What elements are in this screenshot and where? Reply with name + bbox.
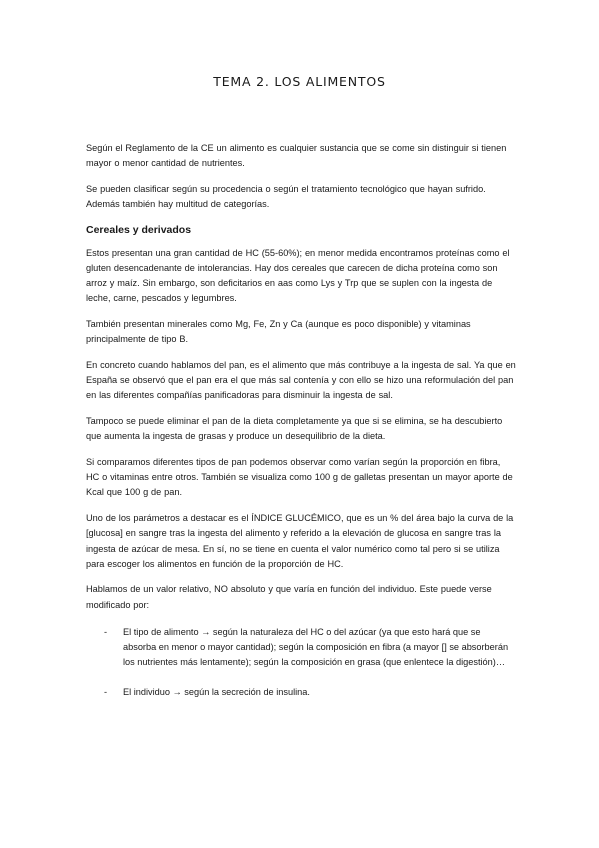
list-item-text: El individuo → según la secreción de insulina. [123, 687, 310, 698]
section-paragraph: Tampoco se puede eliminar el pan de la dieta completamente ya que si se elimina, se ha descubierto que aumenta la ingesta de grasas y produce un desequilibrio de la dieta. [86, 416, 503, 442]
section-paragraph: Si comparamos diferentes tipos de pan podemos observar como varían según la proporción en fibra, HC o vitaminas entre otros. También se visualiza como 100 g de galletas presentan un mayor aporte de Kcal que 100 g de pan. [86, 457, 513, 498]
list-item [86, 625, 516, 671]
section-heading: Cereales y derivados [86, 223, 192, 236]
list-bullet: - [104, 687, 108, 698]
section-paragraph: Estos presentan una gran cantidad de HC (55-60%); en menor medida encontramos proteínas como el gluten desencadenante de intolerancias. Hay dos cereales que carecen de dicha proteína como son arroz y maíz. Sin embargo, son deficitarios en aas como Lys y Trp que se suplen con la ingesta de leche, carne, pescados y legumbres. [86, 247, 510, 304]
factor-list [86, 625, 516, 701]
intro-paragraph: Se pueden clasificar según su procedencia o según el tratamiento tecnológico que hayan sufrido. Además también hay multitud de categorías. [86, 183, 486, 210]
intro-paragraph: Según el Reglamento de la CE un alimento es cualquier sustancia que se come sin distinguir si tienen mayor o menor cantidad de nutrientes. [86, 143, 507, 169]
section-paragraph: Uno de los parámetros a destacar es el ÍNDICE GLUCÉMICO, que es un % del área bajo la curva de la [glucosa] en sangre tras la ingesta del alimento y referido a la elevación de glucosa en sangre tras la ingesta de azúcar de mesa. En sí, no se tiene en cuenta el valor numérico como tal pero si se utiliza para escoger los alimentos en función de la proporción de HC. [86, 513, 514, 569]
list-item [86, 685, 516, 700]
document-body [86, 141, 516, 716]
page-title: TEMA 2. LOS ALIMENTOS [213, 74, 386, 89]
section-paragraph: Hablamos de un valor relativo, NO absoluto y que varía en función del individuo. Este puede verse modificado por: [86, 584, 492, 610]
section-paragraph: En concreto cuando hablamos del pan, es el alimento que más contribuye a la ingesta de sal. Ya que en España se observó que el pan era el que más sal contenía y con ello se hizo una reformulación del pan en las diferentes compañías panificadoras para disminuir la ingesta de sal. [86, 360, 516, 401]
section-paragraph: También presentan minerales como Mg, Fe, Zn y Ca (aunque es poco disponible) y vitaminas principalmente de tipo B. [86, 319, 471, 345]
list-bullet: - [104, 626, 108, 637]
list-item-text: El tipo de alimento → según la naturaleza del HC o del azúcar (ya que esto hará que se absorba en menor o mayor cantidad); según la composición en fibra (a mayor [] se absorberán los nutrientes más lentamente); según la composición en grasa (que enlentece la digestión)… [123, 626, 509, 668]
